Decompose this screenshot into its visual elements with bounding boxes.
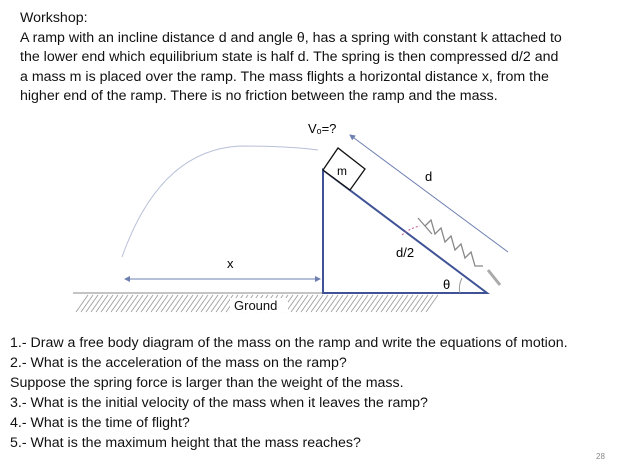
hatch-line — [376, 295, 388, 312]
hatch-line — [196, 295, 208, 312]
intro-line: higher end of the ramp. There is no friction between the ramp and the mass. — [20, 88, 498, 105]
hatch-line — [406, 295, 418, 312]
intro-line: the lower end which equilibrium state is half d. The spring is then compressed d/2 and — [20, 49, 559, 66]
hatch-line — [126, 295, 138, 312]
hatch-line — [321, 295, 333, 312]
hatch-line — [211, 295, 223, 312]
hatch-line — [76, 295, 88, 312]
question: 5.- What is the maximum height that the mass reaches? — [10, 435, 361, 451]
page-number: 28 — [596, 452, 605, 461]
hatch-line — [166, 295, 178, 312]
hatch-line — [216, 295, 228, 312]
hatch-line — [101, 295, 113, 312]
question: 3.- What is the initial velocity of the mass when it leaves the ramp? — [10, 395, 428, 411]
intro-line: A ramp with an incline distance d and angle θ, has a spring with constant k attached to — [20, 29, 562, 46]
hatch-line — [416, 295, 428, 312]
hatch-line — [331, 295, 343, 312]
hatch-line — [111, 295, 123, 312]
hatch-line — [336, 295, 348, 312]
hatch-line — [176, 295, 188, 312]
questions — [10, 333, 568, 453]
hatch-line — [296, 295, 308, 312]
question: 1.- Draw a free body diagram of the mass on the ramp and write the equations of motion. — [10, 335, 568, 351]
hatch-line — [301, 295, 313, 312]
trajectory-arc — [122, 146, 318, 257]
hatch-line — [346, 295, 358, 312]
hatch-line — [411, 295, 423, 312]
hatch-line — [426, 295, 438, 312]
hatch-line — [381, 295, 393, 312]
hatch-line — [361, 295, 373, 312]
hatch-line — [186, 295, 198, 312]
hatch-line — [181, 295, 193, 312]
x-label: x — [227, 256, 234, 271]
hatch-line — [401, 295, 413, 312]
hatch-line — [86, 295, 98, 312]
hatch-line — [396, 295, 408, 312]
hatch-line — [121, 295, 133, 312]
mass-label: m — [337, 164, 347, 178]
hatch-line — [306, 295, 318, 312]
hatch-line — [131, 295, 143, 312]
heading: Workshop: — [20, 10, 88, 26]
hatch-line — [156, 295, 168, 312]
hatch-line — [146, 295, 158, 312]
hatch-line — [351, 295, 363, 312]
d-half-label: d/2 — [396, 245, 415, 260]
hatch-line — [356, 295, 368, 312]
theta-label: θ — [443, 277, 451, 292]
hatch-line — [116, 295, 128, 312]
hatch-line — [106, 295, 118, 312]
hatch-line — [206, 295, 218, 312]
hatch-line — [371, 295, 383, 312]
hatch-line — [391, 295, 403, 312]
hatch-line — [326, 295, 338, 312]
hatch-line — [291, 295, 303, 312]
hatch-line — [171, 295, 183, 312]
question: Suppose the spring force is larger than the weight of the mass. — [10, 375, 404, 391]
intro-line: a mass m is placed over the ramp. The mass flights a horizontal distance x, from the — [20, 68, 549, 85]
hatch-line — [386, 295, 398, 312]
hatch-line — [201, 295, 213, 312]
hatch-line — [91, 295, 103, 312]
v0-label: Vₒ=? — [308, 121, 337, 136]
d-label: d — [425, 169, 433, 184]
hatch-line — [161, 295, 173, 312]
question: 4.- What is the time of flight? — [10, 415, 190, 431]
hatch-line — [421, 295, 433, 312]
hatch-line — [141, 295, 153, 312]
hatch-line — [316, 295, 328, 312]
hatch-line — [311, 295, 323, 312]
hatch-line — [191, 295, 203, 312]
hatch-line — [81, 295, 93, 312]
question: 2.- What is the acceleration of the mass on the ramp? — [10, 355, 347, 371]
ground-label: Ground — [234, 298, 278, 313]
hatch-line — [366, 295, 378, 312]
hatch-line — [136, 295, 148, 312]
hatch-line — [96, 295, 108, 312]
hatch-line — [151, 295, 163, 312]
hatch-line — [341, 295, 353, 312]
